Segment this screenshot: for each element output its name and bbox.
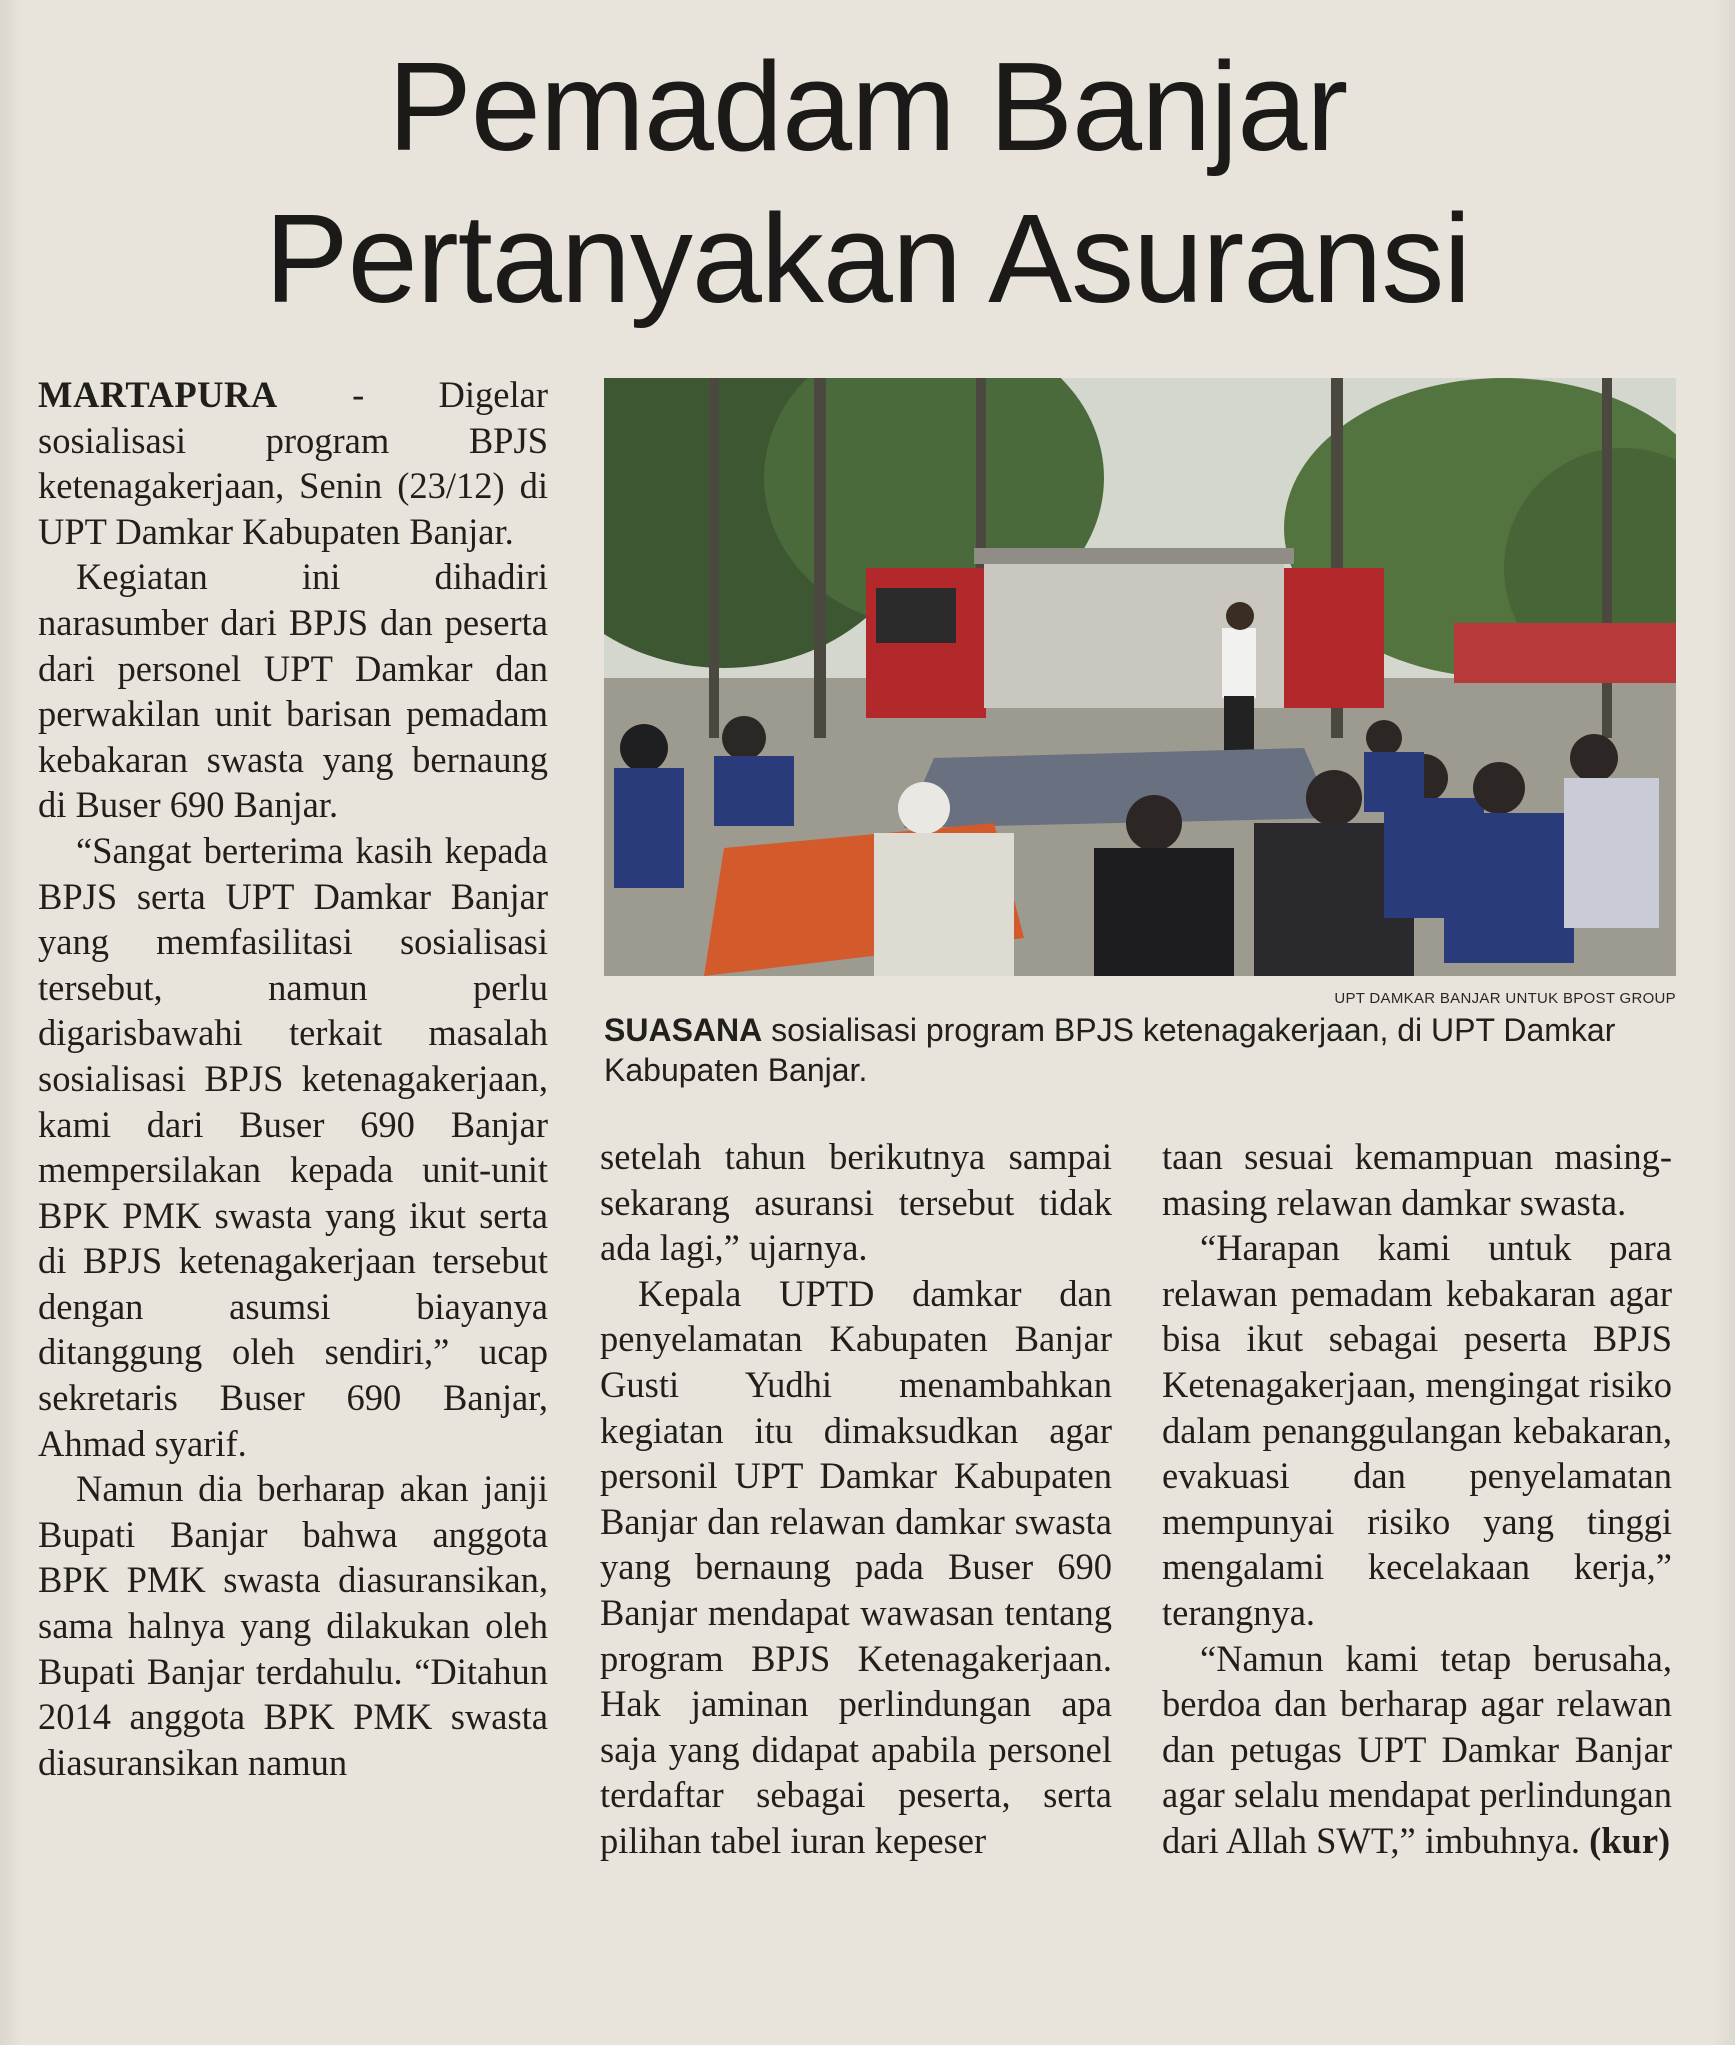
article-column-1 — [38, 372, 548, 1785]
dateline-separator: - — [277, 374, 439, 415]
article-column-3 — [1162, 1134, 1672, 1864]
article-paragraph: Kepala UPTD damkar dan penyelamatan Kabupaten Banjar Gusti Yudhi menambahkan kegiatan itu dimaksudkan agar personil UPT Damkar Kabupaten Banjar dan relawan damkar swasta yang bernaung pada Buser 690 Banjar mendapat wawasan tentang program BPJS Ketenagakerjaan. Hak jaminan perlindungan apa saja yang didapat apabila personel terdaftar sebagai peserta, serta pilihan tabel iuran kepeser — [600, 1272, 1112, 1861]
news-photo — [604, 378, 1676, 976]
author-tag: (kur) — [1589, 1819, 1671, 1861]
headline-line-1: Pemadam Banjar — [387, 36, 1348, 177]
article-paragraph: taan sesuai kemampuan masing-masing relawan damkar swasta. — [1162, 1136, 1672, 1223]
paragraph-text: “Namun kami tetap berusaha, berdoa dan berharap agar relawan dan petugas UPT Damkar Banjar agar selalu mendapat perlindungan dari Allah SWT,” imbuhnya. — [1162, 1637, 1672, 1861]
photo-caption — [604, 1010, 1676, 1090]
article-paragraph: Kegiatan ini dihadiri narasumber dari BPJS dan peserta dari personel UPT Damkar dan perwakilan unit barisan pemadam kebakaran swasta yang bernaung di Buser 690 Banjar. — [38, 556, 548, 826]
article-column-2 — [600, 1134, 1112, 1864]
article-paragraph: Namun dia berharap akan janji Bupati Banjar bahwa anggota BPK PMK swasta diasuransikan, sama halnya yang dilakukan oleh Bupati Banjar terdahulu. “Ditahun 2014 anggota BPK PMK swasta diasuransikan namun — [38, 1468, 548, 1783]
dateline: MARTAPURA — [38, 374, 278, 415]
photo-credit: UPT DAMKAR BANJAR UNTUK BPOST GROUP — [1334, 990, 1676, 1007]
article-paragraph — [38, 372, 548, 554]
photo-illustration — [604, 378, 1676, 976]
paragraph-text: Digelar sosialisasi program BPJS ketenagakerjaan, Senin (23/12) di UPT Damkar Kabupaten Banjar. — [38, 374, 548, 552]
headline-line-2: Pertanyakan Asuransi — [264, 188, 1471, 329]
article-paragraph — [1162, 1636, 1672, 1864]
article-paragraph: “Sangat berterima kasih kepada BPJS serta UPT Damkar Banjar yang memfasilitasi sosialisasi tersebut, namun perlu digarisbawahi terkait masalah sosialisasi BPJS ketenagakerjaan, kami dari Buser 690 Banjar mempersilakan kepada unit-unit BPK PMK swasta yang ikut serta di BPJS ketenagakerjaan tersebut dengan asumsi biayanya ditanggung oleh sendiri,” ucap sekretaris Buser 690 Banjar, Ahmad syarif. — [38, 829, 548, 1464]
caption-tag: SUASANA — [604, 1012, 763, 1048]
caption-text: sosialisasi program BPJS ketenagakerjaan, di UPT Damkar Kabupaten Banjar. — [604, 1012, 1616, 1088]
article-paragraph: “Harapan kami untuk para relawan pemadam kebakaran agar bisa ikut sebagai peserta BPJS Ketenagakerjaan, mengingat risiko dalam penanggulangan kebakaran, evakuasi dan penyelamatan mempunyai risiko yang tinggi mengalami kecelakaan kerja,” terangnya. — [1162, 1227, 1672, 1633]
article-paragraph: setelah tahun berikutnya sampai sekarang asuransi tersebut tidak ada lagi,” ujarnya. — [600, 1136, 1112, 1269]
